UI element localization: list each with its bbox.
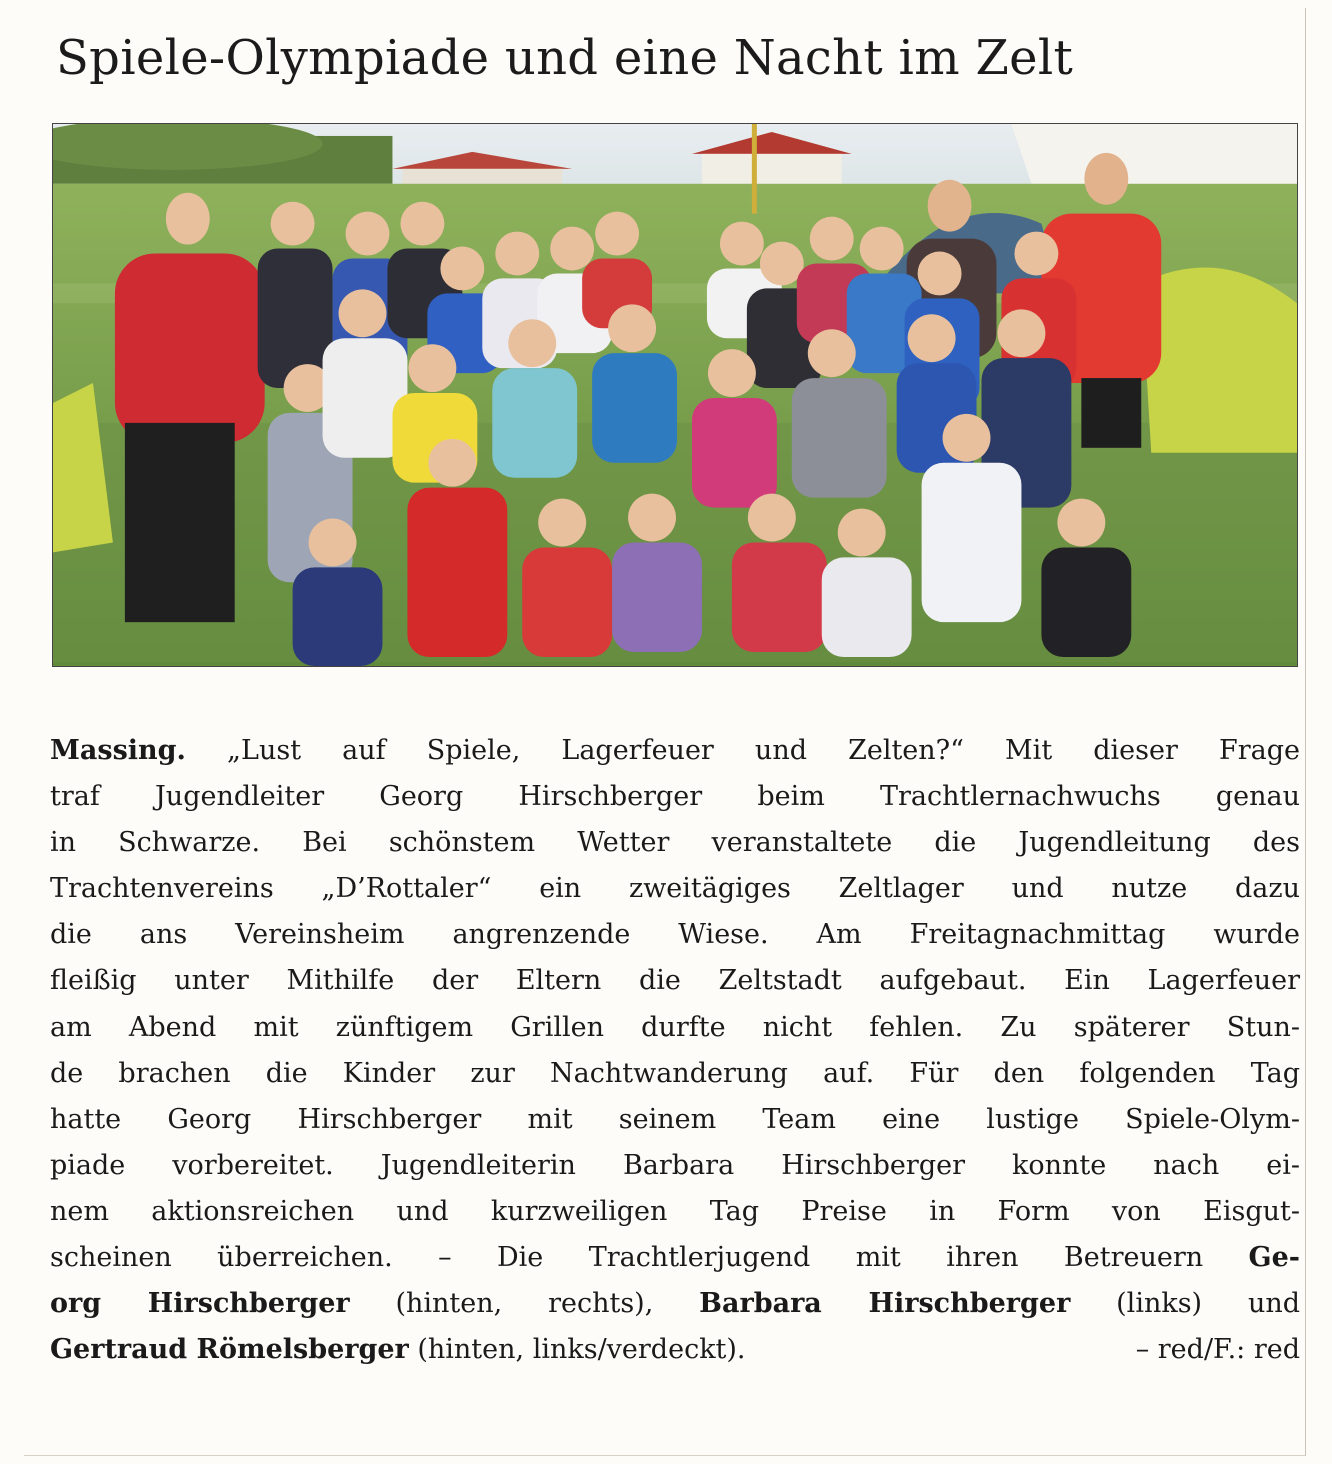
body-text-span: (links) und xyxy=(1070,1288,1301,1320)
body-line xyxy=(50,728,1300,774)
body-line xyxy=(50,1143,1300,1189)
article-photo xyxy=(52,123,1298,667)
person-name: org Hirschberger xyxy=(50,1288,350,1320)
body-text-span: piade vorbereitet. Jugendleiterin Barbara Hirschberger konnte nach ei- xyxy=(50,1149,1300,1181)
body-line xyxy=(50,1281,1300,1327)
body-line xyxy=(50,866,1300,912)
group-photo-icon xyxy=(53,124,1297,666)
body-line xyxy=(50,1235,1300,1281)
body-text-span: am Abend mit zünftigem Grillen durfte nicht fehlen. Zu späterer Stun- xyxy=(50,1011,1300,1043)
body-line xyxy=(50,1051,1300,1097)
person-name: Barbara Hirschberger xyxy=(699,1288,1071,1320)
dateline: Massing. xyxy=(50,735,186,766)
body-text-span: „Lust auf Spiele, Lagerfeuer und Zelten?“ Mit dieser Frage xyxy=(185,735,1300,766)
article-headline: Spiele-Olympiade und eine Nacht im Zelt xyxy=(56,30,1074,86)
body-text-span: hatte Georg Hirschberger mit seinem Team eine lustige Spiele-Olym- xyxy=(50,1103,1300,1135)
body-line xyxy=(50,1097,1300,1143)
body-text-span: die ans Vereinsheim angrenzende Wiese. Am Freitagnachmittag wurde xyxy=(50,919,1300,951)
body-line xyxy=(50,912,1300,958)
person-name: Ge- xyxy=(1248,1242,1300,1274)
body-line xyxy=(50,1005,1300,1051)
body-text-span: scheinen überreichen. – Die Trachtlerjugend mit ihren Betreuern xyxy=(50,1242,1249,1274)
body-text-span: in Schwarze. Bei schönstem Wetter veranstaltete die Jugendleitung des xyxy=(50,827,1300,859)
body-line xyxy=(50,1189,1300,1235)
body-text-span: (hinten, rechts), xyxy=(349,1288,700,1320)
body-text-span: Trachtenvereins „D’Rottaler“ ein zweitägiges Zeltlager und nutze dazu xyxy=(50,873,1300,905)
body-line-last xyxy=(50,1327,1300,1373)
photo-credit: – red/F.: red xyxy=(1135,1334,1300,1366)
body-line xyxy=(50,820,1300,866)
body-last-left xyxy=(50,1327,746,1373)
body-text-span: fleißig unter Mithilfe der Eltern die Zeltstadt aufgebaut. Ein Lagerfeuer xyxy=(50,965,1300,997)
body-text-span: (hinten, links/verdeckt). xyxy=(408,1334,746,1366)
article-body xyxy=(50,728,1300,1373)
person-name: Gertraud Römelsberger xyxy=(50,1334,409,1366)
body-text-span: traf Jugendleiter Georg Hirschberger beim Trachtlernachwuchs genau xyxy=(50,781,1300,813)
body-text-span: de brachen die Kinder zur Nachtwanderung auf. Für den folgenden Tag xyxy=(50,1057,1300,1089)
body-line xyxy=(50,774,1300,820)
body-line xyxy=(50,958,1300,1004)
body-text-span: nem aktionsreichen und kurzweiligen Tag Preise in Form von Eisgut- xyxy=(50,1195,1300,1227)
